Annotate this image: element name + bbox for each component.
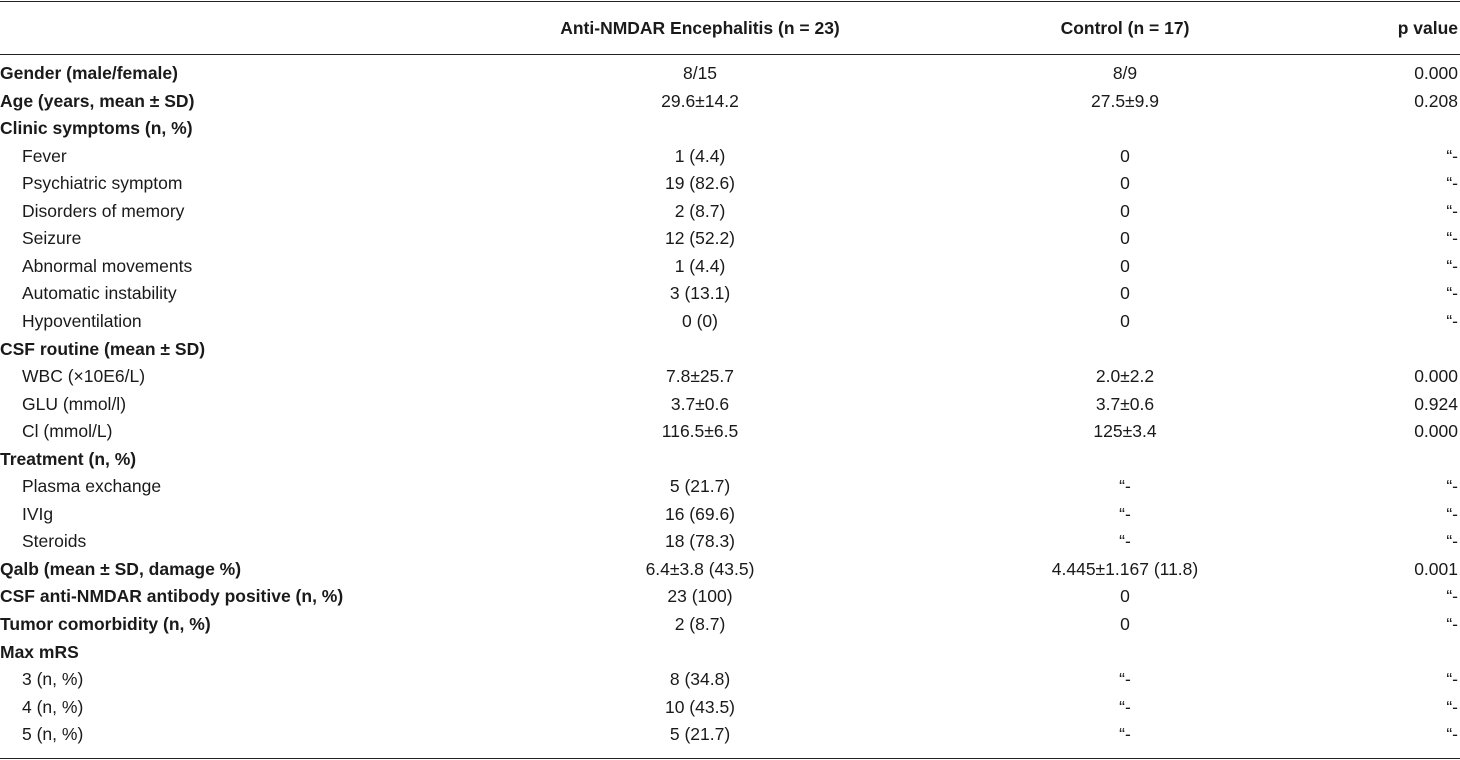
row-control-cell: 0: [1120, 200, 1130, 221]
row-label-cell: 3 (n, %): [22, 669, 84, 690]
row-pvalue-cell: 0.000: [1414, 366, 1458, 387]
row-label-cell: Gender (male/female): [0, 63, 178, 83]
table-row: [0, 666, 1460, 694]
row-label-cell: Fever: [22, 145, 67, 166]
row-pvalue-cell: “-: [1446, 669, 1458, 690]
table-row: [0, 198, 1460, 226]
row-control-cell: “-: [1119, 476, 1131, 497]
row-control-cell: “-: [1119, 724, 1131, 745]
row-control-cell: 0: [1120, 145, 1130, 166]
table-row: [0, 253, 1460, 281]
row-label-cell: CSF routine (mean ± SD): [0, 338, 206, 359]
table-bottom-rule: [0, 758, 1460, 759]
row-pvalue-cell: “-: [1446, 503, 1458, 524]
row-label-cell: Age (years, mean ± SD): [0, 90, 195, 111]
row-pvalue-cell: 0.001: [1414, 558, 1458, 579]
row-pvalue-cell: “-: [1446, 476, 1458, 497]
row-control-cell: 0: [1120, 586, 1130, 607]
row-pvalue-cell: 0.000: [1414, 63, 1458, 83]
table-row: [0, 225, 1460, 253]
table-top-rule: [0, 1, 1460, 2]
row-label-cell: GLU (mmol/l): [22, 393, 127, 414]
row-pvalue-cell: 0.208: [1414, 90, 1458, 111]
row-control-cell: 4.445±1.167 (11.8): [1051, 558, 1199, 579]
row-control-cell: 0: [1120, 614, 1130, 634]
row-control-cell: 0: [1120, 283, 1130, 304]
table-row: [0, 501, 1460, 529]
header-nmdar-cell: Anti-NMDAR Encephalitis (n = 23): [560, 18, 840, 38]
table-row: [0, 60, 1460, 88]
table-row: [0, 446, 1460, 474]
row-control-cell: “-: [1119, 669, 1131, 690]
row-control-cell: 3.7±0.6: [1095, 393, 1155, 414]
row-nmdar-cell: 8/15: [682, 63, 718, 83]
row-label-cell: 4 (n, %): [22, 696, 84, 717]
row-nmdar-cell: 116.5±6.5: [661, 421, 739, 442]
row-nmdar-cell: 29.6±14.2: [661, 90, 739, 111]
row-control-cell: “-: [1119, 696, 1131, 717]
row-pvalue-cell: 0.000: [1414, 421, 1458, 442]
table-row: [0, 639, 1460, 667]
row-pvalue-cell: “-: [1446, 145, 1458, 166]
row-nmdar-cell: 5 (21.7): [669, 724, 731, 745]
table-row: [0, 170, 1460, 198]
row-label-cell: Cl (mmol/L): [22, 421, 113, 442]
row-label-cell: Steroids: [22, 531, 87, 552]
table-row: [0, 528, 1460, 556]
header-control-cell: Control (n = 17): [1060, 18, 1190, 38]
row-nmdar-cell: 1 (4.4): [674, 255, 726, 276]
row-pvalue-cell: “-: [1446, 310, 1458, 331]
table-row: [0, 694, 1460, 722]
row-label-cell: Plasma exchange: [22, 476, 162, 497]
table-header-rule: [0, 54, 1460, 55]
row-pvalue-cell: “-: [1446, 228, 1458, 249]
row-nmdar-cell: 5 (21.7): [669, 476, 731, 497]
row-pvalue-cell: “-: [1446, 255, 1458, 276]
row-pvalue-cell: “-: [1446, 283, 1458, 304]
row-label-cell: IVIg: [22, 503, 54, 524]
row-label-cell: Treatment (n, %): [0, 448, 137, 469]
row-control-cell: 0: [1120, 228, 1130, 249]
row-pvalue-cell: “-: [1446, 614, 1458, 634]
row-nmdar-cell: 8 (34.8): [669, 669, 731, 690]
table-row: [0, 418, 1460, 446]
row-label-cell: Automatic instability: [22, 283, 177, 304]
row-nmdar-cell: 19 (82.6): [664, 173, 736, 194]
row-nmdar-cell: 10 (43.5): [664, 696, 736, 717]
row-nmdar-cell: 23 (100): [667, 586, 733, 607]
row-control-cell: 0: [1120, 173, 1130, 194]
row-control-cell: 27.5±9.9: [1091, 90, 1159, 111]
row-control-cell: “-: [1119, 503, 1131, 524]
table-row: [0, 143, 1460, 171]
row-nmdar-cell: 3 (13.1): [669, 283, 731, 304]
table-row: [0, 721, 1460, 749]
row-nmdar-cell: 3.7±0.6: [670, 393, 730, 414]
table-row: [0, 280, 1460, 308]
table-row: [0, 115, 1460, 143]
table-row: [0, 611, 1460, 639]
row-label-cell: Max mRS: [0, 641, 79, 662]
row-nmdar-cell: 16 (69.6): [664, 503, 736, 524]
row-pvalue-cell: “-: [1446, 200, 1458, 221]
row-nmdar-cell: 12 (52.2): [664, 228, 736, 249]
row-control-cell: 2.0±2.2: [1095, 366, 1155, 387]
row-nmdar-cell: 0 (0): [682, 310, 718, 331]
row-label-cell: Psychiatric symptom: [22, 173, 183, 194]
row-control-cell: 0: [1120, 310, 1130, 331]
row-label-cell: Tumor comorbidity (n, %): [0, 614, 211, 634]
row-label-cell: Qalb (mean ± SD, damage %): [0, 558, 242, 579]
table-row: [0, 308, 1460, 336]
row-label-cell: Clinic symptoms (n, %): [0, 118, 193, 139]
table-row: [0, 473, 1460, 501]
table-row: [0, 336, 1460, 364]
row-label-cell: WBC (×10E6/L): [22, 366, 146, 387]
row-control-cell: 8/9: [1112, 63, 1138, 83]
row-control-cell: 0: [1120, 255, 1130, 276]
table-row: [0, 556, 1460, 584]
table-row: [0, 363, 1460, 391]
row-pvalue-cell: “-: [1446, 586, 1458, 607]
table-row: [0, 88, 1460, 116]
row-label-cell: Seizure: [22, 228, 82, 249]
table-row: [0, 391, 1460, 419]
row-nmdar-cell: 18 (78.3): [664, 531, 736, 552]
row-nmdar-cell: 6.4±3.8 (43.5): [645, 558, 755, 579]
row-nmdar-cell: 2 (8.7): [674, 614, 726, 634]
row-pvalue-cell: “-: [1446, 696, 1458, 717]
row-nmdar-cell: 1 (4.4): [674, 145, 726, 166]
row-control-cell: “-: [1119, 531, 1131, 552]
row-label-cell: Abnormal movements: [22, 255, 193, 276]
table-header-row: [0, 14, 1460, 42]
row-pvalue-cell: 0.924: [1414, 393, 1458, 414]
row-nmdar-cell: 2 (8.7): [674, 200, 726, 221]
row-pvalue-cell: “-: [1446, 173, 1458, 194]
header-pvalue-cell: p value: [1397, 18, 1458, 38]
row-control-cell: 125±3.4: [1093, 421, 1157, 442]
row-pvalue-cell: “-: [1446, 724, 1458, 745]
row-pvalue-cell: “-: [1446, 531, 1458, 552]
row-label-cell: Disorders of memory: [22, 200, 185, 221]
row-label-cell: CSF anti-NMDAR antibody positive (n, %): [0, 586, 344, 607]
row-label-cell: 5 (n, %): [22, 724, 84, 745]
table-row: [0, 583, 1460, 611]
row-label-cell: Hypoventilation: [22, 310, 142, 331]
row-nmdar-cell: 7.8±25.7: [666, 366, 734, 387]
